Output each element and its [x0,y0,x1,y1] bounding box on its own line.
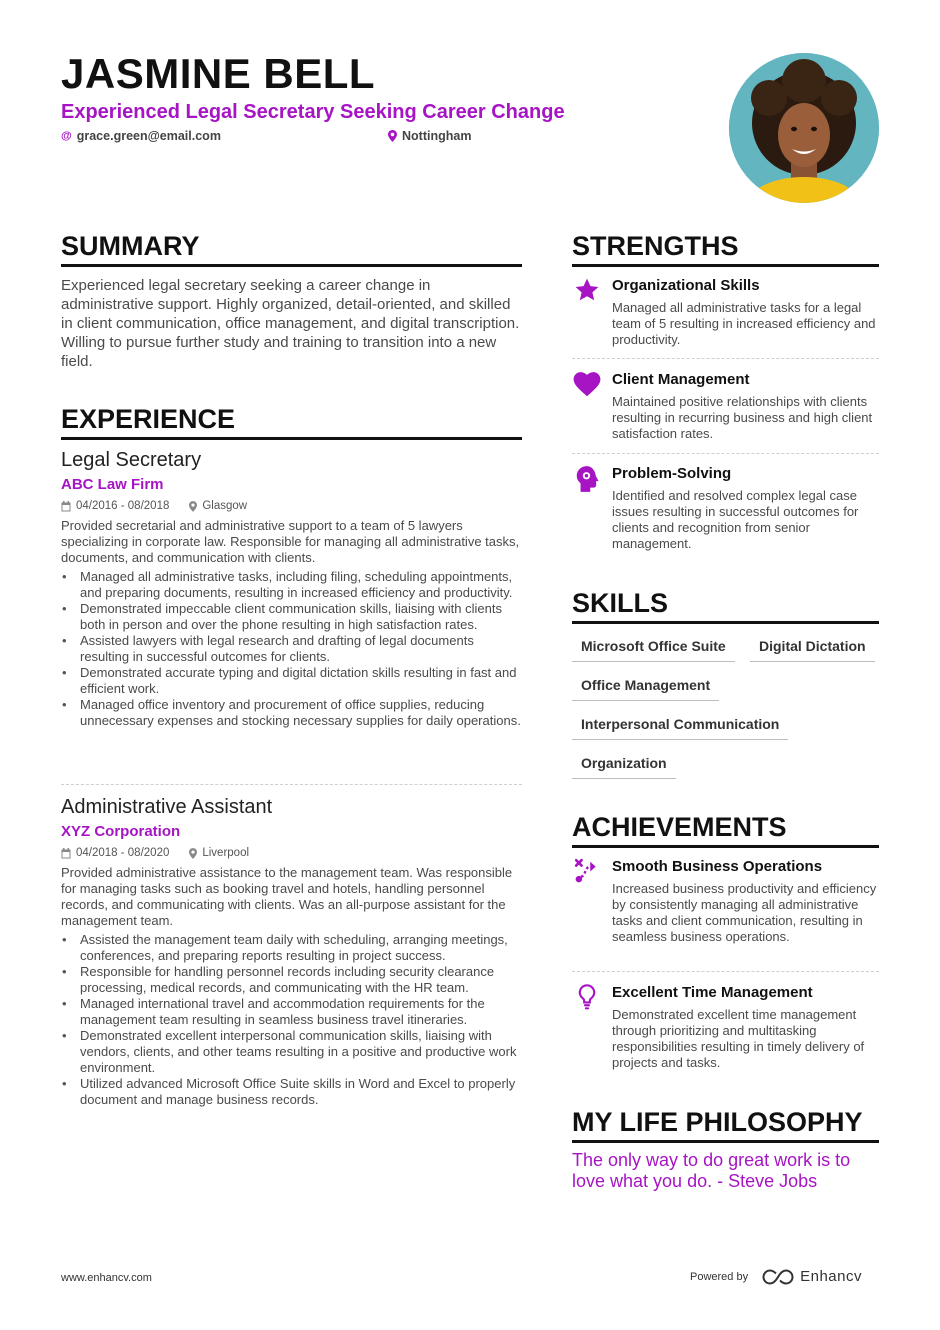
head-gear-icon [572,465,602,495]
divider [572,358,879,359]
divider [572,971,879,972]
list-item: • Utilized advanced Microsoft Office Suite skills in Word and Excel to properly document and manage business records. [61,1076,522,1108]
achievement-title: Excellent Time Management [612,984,813,1001]
contact-email[interactable] [61,128,221,144]
candidate-name: JASMINE BELL [61,50,376,97]
list-item: • Responsible for handling personnel records including security clearance processing, medical records, and communicating with the HR team. [61,964,522,996]
job-location: Liverpool [189,846,249,860]
list-item: • Managed international travel and accommodation requirements for the management team resulting in seamless business travel itineraries. [61,996,522,1028]
achievement-title: Smooth Business Operations [612,858,823,875]
philosophy-quote: The only way to do great work is to love what you do. - Steve Jobs [572,1150,851,1191]
strength-title: Organizational Skills [612,277,760,294]
strength-desc: Identified and resolved complex legal case issues resulting in successful outcomes for clients and recognition from senior management. [612,488,859,551]
skill-tag: Digital Dictation [750,637,875,662]
heart-icon [572,371,602,401]
divider [61,784,522,785]
strength-item [572,371,879,442]
achievements-heading: ACHIEVEMENTS [572,811,879,848]
strength-desc: Managed all administrative tasks for a legal team of 5 resulting in increased efficiency and productivity. [612,300,876,347]
powered-by-label: Powered by [690,1270,749,1283]
at-icon: @ [61,130,72,142]
achievement-item [572,858,879,945]
contact-location [388,128,471,144]
route-icon [572,858,602,888]
skill-tag: Microsoft Office Suite [572,637,735,662]
job-bullets [61,569,522,729]
profile-photo [729,53,879,203]
calendar-icon [61,848,71,859]
summary-text: Experienced legal secretary seeking a career change in administrative support. Highly organized, detail-oriented, and skilled in client communication, office management, and digital transcription. Willing to pursue further study and training to transition into a new field. [61,277,520,370]
philosophy-heading: MY LIFE PHILOSOPHY [572,1106,879,1143]
star-icon [572,277,602,307]
location-pin-icon [388,130,397,142]
candidate-tagline: Experienced Legal Secretary Seeking Career Change [61,101,565,123]
job-title: Administrative Assistant [61,796,273,818]
list-item: • Managed all administrative tasks, including filing, scheduling appointments, and preparing documents, resulting in increased efficiency and productivity. [61,569,522,601]
strength-item [572,277,879,348]
list-item: • Demonstrated impeccable client communication skills, liaising with clients both in person and over the phone resulting in high satisfaction rates. [61,601,522,633]
list-item: • Assisted the management team daily with scheduling, arranging meetings, conferences, and preparing reports resulting in project success. [61,932,522,964]
lightbulb-icon [572,984,602,1014]
footer-brand[interactable] [690,1268,862,1285]
skills-heading: SKILLS [572,587,879,624]
achievement-desc: Increased business productivity and efficiency by consistently managing all administrative tasks and client communication, resulting in seamless business operations. [612,881,877,944]
strengths-heading: STRENGTHS [572,230,879,267]
email-text: grace.green@email.com [76,129,221,143]
list-item: • Demonstrated accurate typing and digital dictation skills resulting in fast and efficient work. [61,665,522,697]
divider [572,453,879,454]
skill-tag: Interpersonal Communication [572,715,788,740]
list-item: • Demonstrated excellent interpersonal communication skills, liaising with vendors, clients, and other teams resulting in a positive and productive work environment. [61,1028,522,1076]
achievement-item [572,984,879,1071]
list-item: • Assisted lawyers with legal research and drafting of legal documents resulting in successful outcomes for clients. [61,633,522,665]
location-pin-icon [189,848,197,859]
company-name: ABC Law Firm [61,476,164,493]
job-meta [61,846,522,860]
experience-entry [61,795,522,1108]
strength-desc: Maintained positive relationships with clients resulting in recurring business and high client satisfaction rates. [612,394,873,441]
job-description: Provided secretarial and administrative support to a team of 5 lawyers specializing in corporate law. Responsible for managing all administrative tasks, documents, and communication with clients. [61,518,520,565]
experience-heading: EXPERIENCE [61,403,522,440]
location-pin-icon [189,501,197,512]
summary-heading: SUMMARY [61,230,522,267]
achievement-desc: Demonstrated excellent time management through prioritizing and multitasking responsibilities resulting in timely delivery of projects and tasks. [612,1007,865,1070]
skill-tag: Office Management [572,676,719,701]
job-title: Legal Secretary [61,449,202,471]
brand-name: Enhancv [800,1268,862,1285]
experience-entry [61,448,522,729]
job-location: Glasgow [189,499,247,513]
job-dates: 04/2016 - 08/2018 [61,499,169,513]
brand-logo [762,1268,862,1285]
job-description: Provided administrative assistance to the management team. Was responsible for managing tasks such as booking travel and hotels, handling personnel records, and communicating with clients. Was an all-purpose assistant for the management team. [61,865,513,928]
strength-title: Problem-Solving [612,465,732,482]
calendar-icon [61,501,71,512]
strength-item [572,465,879,552]
footer-website-link[interactable]: www.enhancv.com [61,1272,152,1284]
list-item: • Managed office inventory and procurement of office supplies, reducing unnecessary expenses and stocking necessary supplies for daily operations. [61,697,522,729]
skill-tag: Organization [572,754,676,779]
strength-title: Client Management [612,371,750,388]
enhancv-logo-icon [762,1269,794,1285]
job-meta [61,499,522,513]
company-name: XYZ Corporation [61,823,181,840]
job-bullets [61,932,522,1108]
job-dates: 04/2018 - 08/2020 [61,846,169,860]
location-text: Nottingham [402,129,472,143]
